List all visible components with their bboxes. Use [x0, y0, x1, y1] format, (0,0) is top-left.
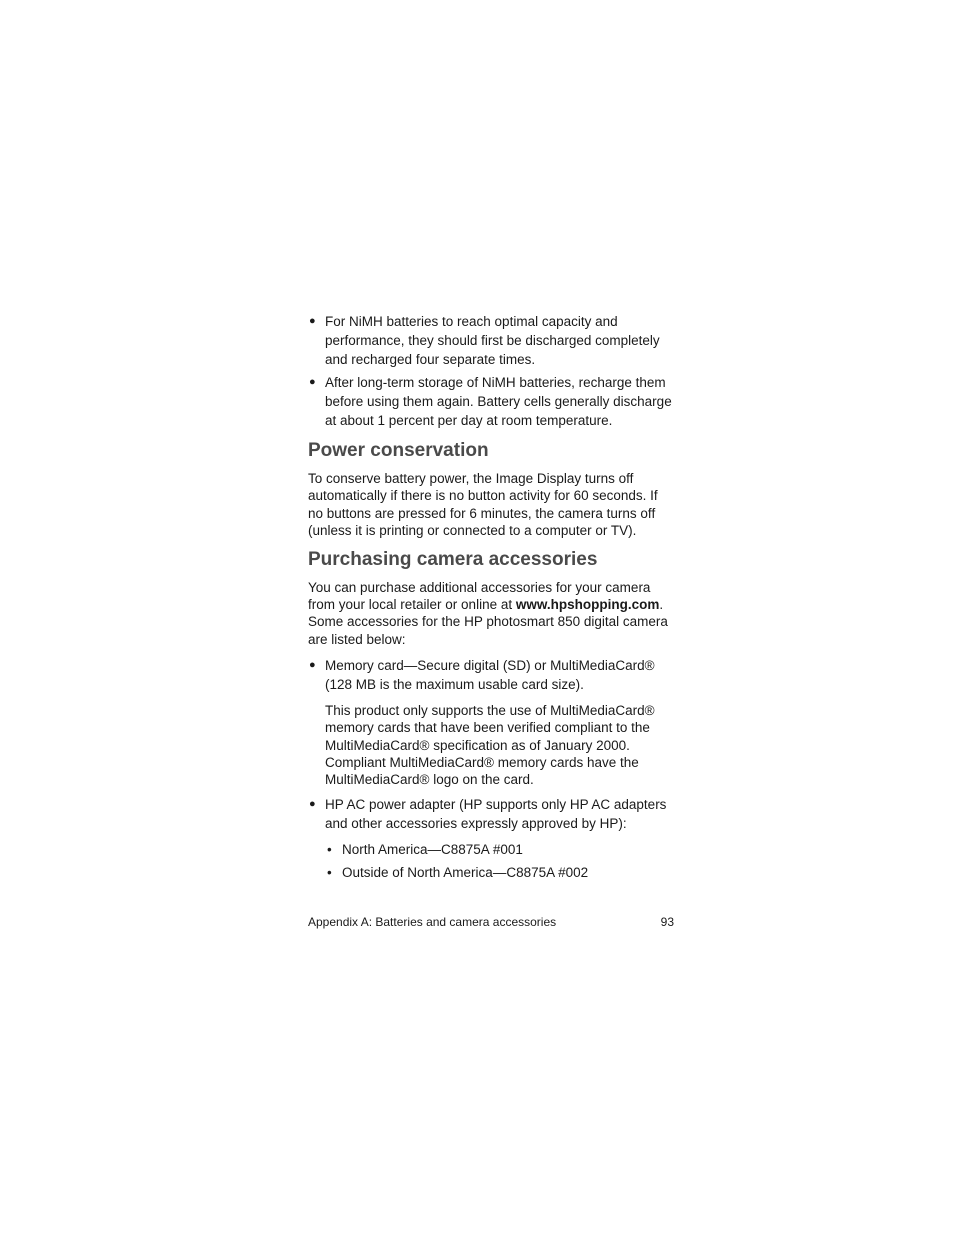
bullet-icon: ● [309, 315, 316, 327]
bullet-icon: ● [309, 375, 316, 388]
bullet-text: For NiMH batteries to reach optimal capacity and performance, they should first be discharged completely and recharged four separate times. [325, 314, 660, 368]
section-heading-power: Power conservation [308, 440, 489, 462]
bullet-icon: ● [309, 798, 316, 811]
purchasing-text-after: . Some accessories for the HP photosmart 850 digital camera are listed below: [308, 597, 668, 647]
sub-list-item [308, 840, 674, 859]
list-item [308, 373, 674, 431]
sub-list-item [308, 863, 674, 882]
power-paragraph: To conserve battery power, the Image Display turns off automatically if there is no button activity for 60 seconds. If no buttons are pressed for 6 minutes, the camera turns off (unless it is printing or connected to a computer or TV). [308, 471, 658, 538]
sub-item-text: Outside of North America—C8875A #002 [342, 864, 589, 880]
memory-card-note: This product only supports the use of MultiMediaCard® memory cards that have been verified compliant to the MultiMediaCard® specification as of January 2000. Compliant MultiMediaCard® memory cards have the MultiMediaCard® logo on the card. [325, 703, 655, 788]
page-footer [308, 915, 674, 929]
purchasing-paragraph [308, 579, 674, 648]
list-item [308, 795, 674, 833]
sub-bullet-icon: • [327, 841, 332, 857]
bullet-text: Memory card—Secure digital (SD) or MultiMediaCard® (128 MB is the maximum usable card size). [325, 657, 655, 693]
page-content [308, 312, 674, 882]
sub-item-text: North America—C8875A #001 [342, 841, 523, 857]
list-item [308, 312, 674, 370]
purchasing-text-before: You can purchase additional accessories for your camera from your local retailer or online at [308, 580, 651, 613]
bullet-text: HP AC power adapter (HP supports only HP AC adapters and other accessories expressly approved by HP): [325, 797, 667, 832]
page-number: 93 [660, 915, 674, 929]
section-heading-purchasing: Purchasing camera accessories [308, 549, 598, 571]
bullet-text: After long-term storage of NiMH batteries, recharge them before using them again. Battery cells generally discharge at about 1 percent per day at room temperature. [325, 374, 672, 429]
sub-bullet-icon: • [327, 864, 332, 880]
hpshopping-link[interactable]: www.hpshopping.com [515, 597, 660, 613]
footer-title: Appendix A: Batteries and camera accessories [308, 915, 557, 929]
list-item [308, 656, 674, 694]
bullet-icon: ● [309, 658, 316, 671]
